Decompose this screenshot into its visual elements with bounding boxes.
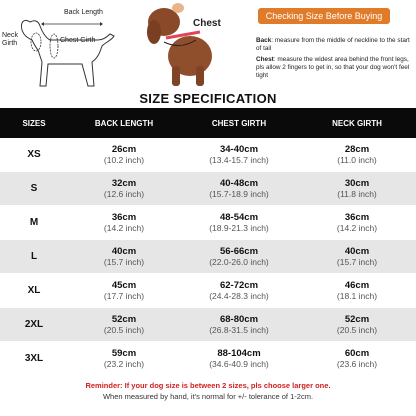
chest-inch: (13.4-15.7 inch) [209,155,269,165]
neck-cm: 52cm [344,314,370,325]
chest-description [256,56,414,80]
back-description [256,37,414,53]
neck-inch: (14.2 inch) [336,223,378,233]
neck-cm: 30cm [344,178,370,189]
checking-size-banner: Checking Size Before Buying [258,8,390,24]
neck-girth-cell [298,144,416,165]
back-cm: 26cm [111,144,137,155]
chest-inch: (22.0-26.0 inch) [209,257,269,267]
neck-girth-cell [298,314,416,335]
back-inch: (17.7 inch) [103,291,145,301]
back-inch: (15.7 inch) [103,257,145,267]
table-row [0,206,416,240]
table-header [0,108,416,138]
size-cell: XL [27,285,41,296]
neck-girth-cell [298,178,416,199]
table-row [0,308,416,342]
size-specification-title: SIZE SPECIFICATION [139,91,277,106]
size-cell: 2XL [24,319,44,330]
size-cell: M [29,217,39,228]
chest-cm: 88-104cm [217,348,261,359]
neck-cm: 28cm [344,144,370,155]
chest-girth-cell [180,212,298,233]
size-cell: L [30,251,38,262]
back-cm: 32cm [111,178,137,189]
back-inch: (20.5 inch) [103,325,145,335]
tolerance-text: When measured by hand, it's normal for +/- tolerance of 1-2cm. [102,392,314,401]
back-cm: 59cm [111,348,137,359]
table-row [0,172,416,206]
table-row [0,342,416,376]
chest-desc-label: Chest [256,56,274,63]
chest-girth-cell [180,178,298,199]
table-row [0,240,416,274]
neck-inch: (15.7 inch) [336,257,378,267]
chest-inch: (26.8-31.5 inch) [209,325,269,335]
neck-cm: 40cm [344,246,370,257]
chest-cm: 48-54cm [219,212,259,223]
neck-inch: (23.6 inch) [336,359,378,369]
neck-cm: 46cm [344,280,370,291]
neck-inch: (11.0 inch) [337,155,377,165]
chest-cm: 62-72cm [219,280,259,291]
back-cm: 45cm [111,280,137,291]
chest-inch: (18.9-21.3 inch) [209,223,269,233]
back-length-cell [68,144,180,165]
header-sizes: SIZES [22,118,46,128]
table-row [0,138,416,172]
back-inch: (14.2 inch) [103,223,145,233]
neck-inch: (18.1 inch) [336,291,378,301]
neck-inch: (20.5 inch) [336,325,378,335]
chest-cm: 34-40cm [219,144,259,155]
chest-cm: 56-66cm [219,246,259,257]
neck-girth-label: Neck Girth [2,32,18,47]
back-desc-text: : measure from the middle of neckline to the start of tail [256,37,410,52]
chest-girth-cell [180,246,298,267]
size-cell: 3XL [24,353,44,364]
chest-cm: 68-80cm [219,314,259,325]
neck-cm: 36cm [344,212,370,223]
chest-inch: (24.4-28.3 inch) [209,291,269,301]
size-table [0,108,416,376]
neck-girth-cell [298,280,416,301]
neck-girth-cell [298,348,416,369]
chest-girth-cell [180,280,298,301]
chest-inch: (34.6-40.9 inch) [209,359,269,369]
back-length-label: Back Length [64,9,103,16]
neck-girth-cell [298,212,416,233]
back-cm: 36cm [111,212,137,223]
chest-girth-cell [180,144,298,165]
measurement-guide [0,0,416,90]
back-length-cell [68,314,180,335]
chest-girth-cell [180,314,298,335]
chest-desc-text: : measure the widest area behind the front legs, pls allow 2 fingers to get in, so that your dog won't feel tight [256,56,410,79]
chest-inch: (15.7-18.9 inch) [209,189,269,199]
back-length-cell [68,212,180,233]
header-chest-girth: CHEST GIRTH [211,118,267,128]
header-neck-girth: NECK GIRTH [332,118,382,128]
back-length-cell [68,246,180,267]
size-cell: XS [27,149,41,160]
back-length-cell [68,178,180,199]
back-length-cell [68,280,180,301]
header-back-length: BACK LENGTH [94,118,154,128]
back-cm: 52cm [111,314,137,325]
size-cell: S [30,183,38,194]
chest-cm: 40-48cm [219,178,259,189]
reminder-text: Reminder: If your dog size is between 2 sizes, pls choose larger one. [85,381,331,390]
neck-inch: (11.8 inch) [337,189,377,199]
back-inch: (10.2 inch) [103,155,145,165]
chest-girth-label: Chest Girth [60,37,96,44]
dog-photo [140,2,240,90]
back-inch: (23.2 inch) [103,359,145,369]
back-cm: 40cm [111,246,137,257]
table-row [0,274,416,308]
neck-cm: 60cm [344,348,370,359]
photo-chest-label: Chest [193,18,221,29]
back-desc-label: Back [256,37,272,44]
chest-girth-cell [180,348,298,369]
back-inch: (12.6 inch) [103,189,145,199]
back-length-cell [68,348,180,369]
neck-girth-cell [298,246,416,267]
